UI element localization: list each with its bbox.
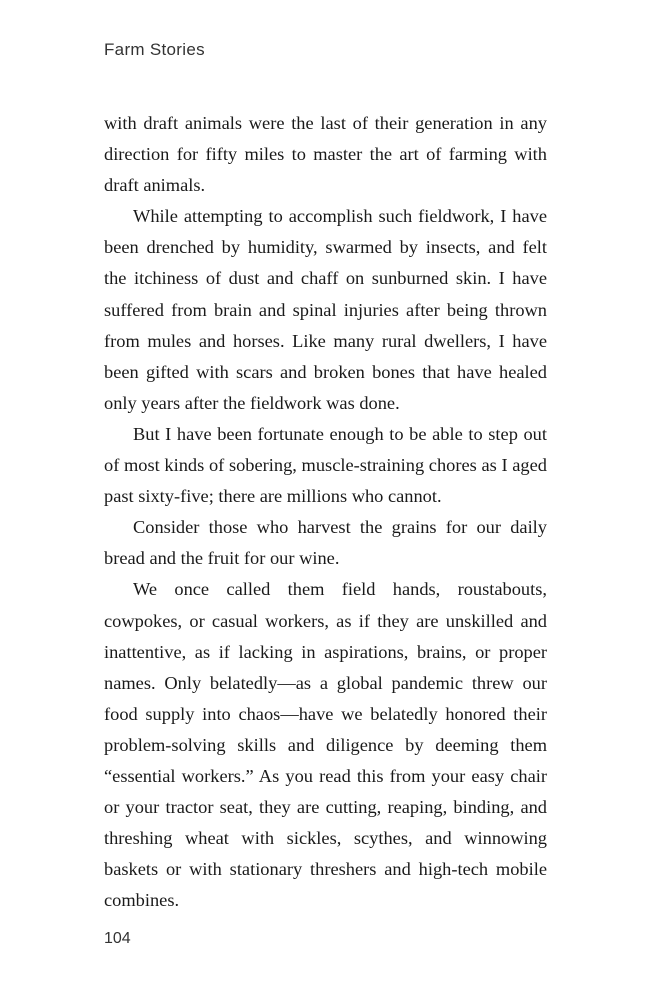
page-number: 104 bbox=[104, 930, 131, 947]
paragraph: Consider those who harvest the grains for our daily bread and the fruit for our wine. bbox=[104, 517, 547, 569]
paragraph: While attempting to accomplish such fieldwork, I have been drenched by humidity, swarmed by insects, and felt the itchiness of dust and chaff on sunburned skin. I have suffered from brain and spinal injuries after being thrown from mules and horses. Like many rural dwellers, I have been gifted with scars and broken bones that have healed only years after the fieldwork was done. bbox=[104, 206, 547, 413]
paragraph: We once called them field hands, roustabouts, cowpokes, or casual workers, as if they are unskilled and inattentive, as if lacking in aspirations, brains, or proper names. Only belatedly—as a global pandemic threw our food supply into chaos—have we belatedly honored their problem-solving skills and diligence by deeming them “essential workers.” As you read this from your easy chair or your tractor seat, they are cutting, reaping, binding, and threshing wheat with sickles, scythes, and winnowing baskets or with stationary threshers and high-tech mobile combines. bbox=[104, 579, 547, 911]
paragraph-continued: with draft animals were the last of their generation in any direction for fifty miles to master the art of farming with draft animals. bbox=[104, 113, 547, 196]
running-head: Farm Stories bbox=[104, 40, 205, 59]
page-body bbox=[104, 108, 547, 916]
paragraph: But I have been fortunate enough to be able to step out of most kinds of sobering, muscle-straining chores as I aged past sixty-five; there are millions who cannot. bbox=[104, 423, 547, 507]
